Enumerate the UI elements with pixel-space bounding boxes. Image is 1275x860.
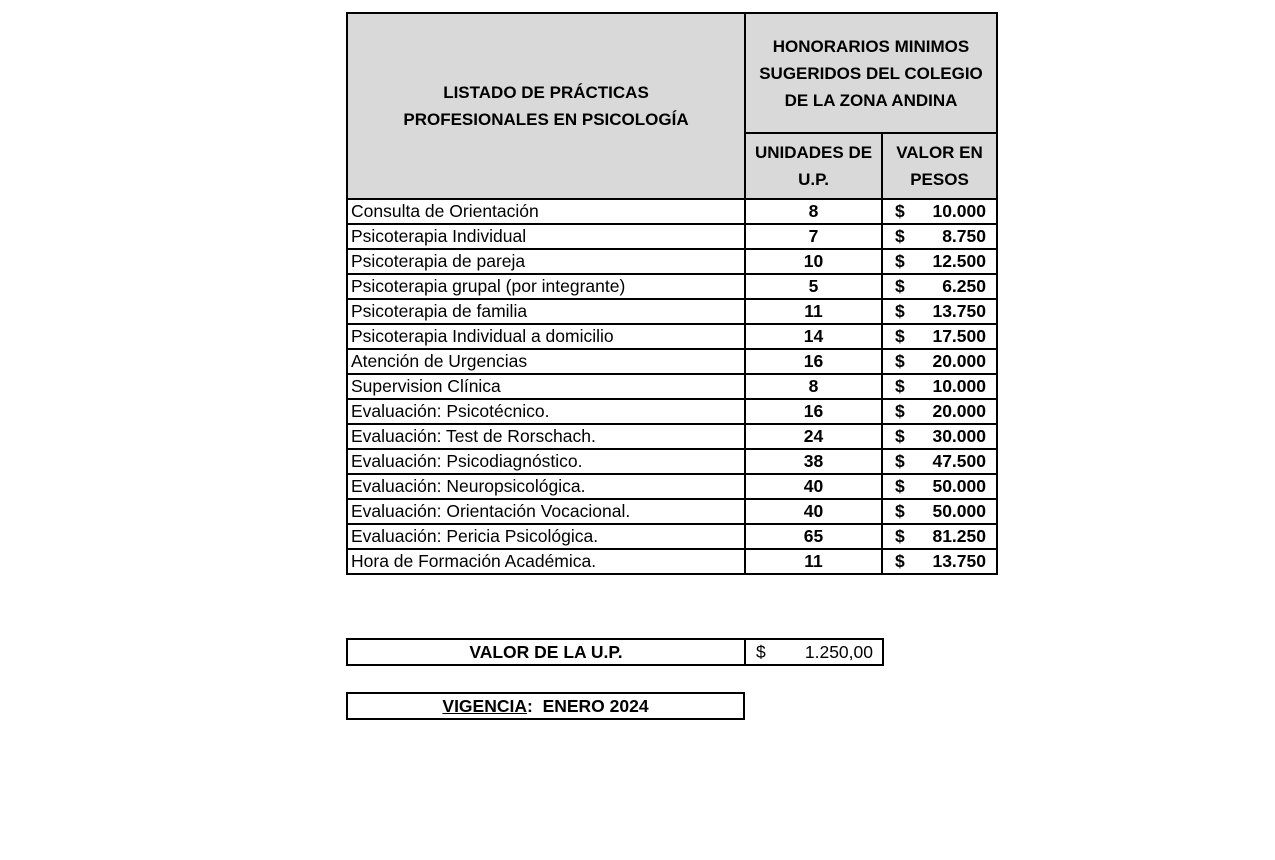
practices-header xyxy=(347,13,745,199)
value-cell xyxy=(882,249,997,274)
units-cell: 11 xyxy=(745,299,882,324)
units-cell: 24 xyxy=(745,424,882,449)
table-row xyxy=(347,274,997,299)
value-amount: 6.250 xyxy=(942,276,986,296)
value-cell xyxy=(882,524,997,549)
value-cell xyxy=(882,324,997,349)
practice-name: Hora de Formación Académica. xyxy=(347,549,745,574)
table-row xyxy=(347,524,997,549)
value-cell xyxy=(882,449,997,474)
table-row xyxy=(347,474,997,499)
currency-symbol: $ xyxy=(895,401,905,421)
value-cell xyxy=(882,424,997,449)
practice-name: Evaluación: Orientación Vocacional. xyxy=(347,499,745,524)
units-cell: 11 xyxy=(745,549,882,574)
practice-name: Evaluación: Psicodiagnóstico. xyxy=(347,449,745,474)
currency-symbol: $ xyxy=(895,326,905,346)
value-amount: 13.750 xyxy=(932,551,986,571)
table-row xyxy=(347,549,997,574)
units-cell: 65 xyxy=(745,524,882,549)
currency-symbol: $ xyxy=(895,276,905,296)
fees-header xyxy=(745,13,997,133)
value-header xyxy=(882,133,997,199)
fees-title-line1: HONORARIOS MINIMOS xyxy=(772,36,970,56)
units-header-line2: U.P. xyxy=(798,170,829,189)
value-amount: 13.750 xyxy=(932,301,986,321)
practice-name: Supervision Clínica xyxy=(347,374,745,399)
units-cell: 16 xyxy=(745,349,882,374)
units-cell: 40 xyxy=(745,474,882,499)
fees-title-line3: DE LA ZONA ANDINA xyxy=(784,90,958,110)
up-value-table xyxy=(346,638,884,666)
up-value-cell xyxy=(745,639,883,665)
practice-name: Atención de Urgencias xyxy=(347,349,745,374)
table-row xyxy=(347,449,997,474)
currency-symbol: $ xyxy=(895,351,905,371)
practice-name: Psicoterapia de pareja xyxy=(347,249,745,274)
value-header-line2: PESOS xyxy=(910,170,969,189)
value-amount: 12.500 xyxy=(932,251,986,271)
practice-name: Evaluación: Test de Rorschach. xyxy=(347,424,745,449)
currency-symbol: $ xyxy=(895,226,905,246)
table-row xyxy=(347,424,997,449)
units-cell: 14 xyxy=(745,324,882,349)
units-cell: 8 xyxy=(745,199,882,224)
currency-symbol: $ xyxy=(895,201,905,221)
practice-name: Evaluación: Neuropsicológica. xyxy=(347,474,745,499)
value-amount: 81.250 xyxy=(932,526,986,546)
table-row xyxy=(347,199,997,224)
currency-symbol: $ xyxy=(895,501,905,521)
currency-symbol: $ xyxy=(895,451,905,471)
units-header xyxy=(745,133,882,199)
table-row xyxy=(347,349,997,374)
value-cell xyxy=(882,224,997,249)
vigencia-cell xyxy=(347,693,744,719)
value-cell xyxy=(882,374,997,399)
value-cell xyxy=(882,274,997,299)
practice-name: Consulta de Orientación xyxy=(347,199,745,224)
practices-title-line2: PROFESIONALES EN PSICOLOGÍA xyxy=(403,110,689,129)
practice-name: Evaluación: Psicotécnico. xyxy=(347,399,745,424)
value-amount: 50.000 xyxy=(932,501,986,521)
table-row xyxy=(347,249,997,274)
units-cell: 38 xyxy=(745,449,882,474)
value-amount: 50.000 xyxy=(932,476,986,496)
value-amount: 20.000 xyxy=(932,401,986,421)
up-value-label: VALOR DE LA U.P. xyxy=(347,639,745,665)
vigencia-separator: : xyxy=(527,695,533,716)
vigencia-table xyxy=(346,692,745,720)
currency-symbol: $ xyxy=(895,476,905,496)
units-cell: 8 xyxy=(745,374,882,399)
currency-symbol: $ xyxy=(895,376,905,396)
vigencia-value: ENERO 2024 xyxy=(542,695,649,716)
fees-title-line2: SUGERIDOS DEL COLEGIO xyxy=(759,63,983,83)
value-cell xyxy=(882,499,997,524)
table-row xyxy=(347,224,997,249)
currency-symbol: $ xyxy=(895,551,905,571)
fees-table-body xyxy=(347,199,997,574)
table-row xyxy=(347,374,997,399)
value-cell xyxy=(882,549,997,574)
value-cell xyxy=(882,299,997,324)
value-cell xyxy=(882,199,997,224)
table-row xyxy=(347,299,997,324)
table-row xyxy=(347,499,997,524)
practices-title-line1: LISTADO DE PRÁCTICAS xyxy=(443,83,649,102)
practice-name: Psicoterapia de familia xyxy=(347,299,745,324)
table-row xyxy=(347,399,997,424)
value-amount: 20.000 xyxy=(932,351,986,371)
practice-name: Evaluación: Pericia Psicológica. xyxy=(347,524,745,549)
currency-symbol: $ xyxy=(895,251,905,271)
value-header-line1: VALOR EN xyxy=(896,143,983,162)
table-row xyxy=(347,324,997,349)
value-cell xyxy=(882,474,997,499)
units-cell: 10 xyxy=(745,249,882,274)
units-cell: 40 xyxy=(745,499,882,524)
units-cell: 5 xyxy=(745,274,882,299)
value-amount: 10.000 xyxy=(932,201,986,221)
units-header-line1: UNIDADES DE xyxy=(754,143,873,162)
value-cell xyxy=(882,399,997,424)
value-amount: 17.500 xyxy=(932,326,986,346)
currency-symbol: $ xyxy=(756,641,766,662)
units-cell: 16 xyxy=(745,399,882,424)
practice-name: Psicoterapia Individual xyxy=(347,224,745,249)
fees-table xyxy=(346,12,998,575)
value-amount: 8.750 xyxy=(942,226,986,246)
units-cell: 7 xyxy=(745,224,882,249)
practice-name: Psicoterapia grupal (por integrante) xyxy=(347,274,745,299)
value-amount: 47.500 xyxy=(932,451,986,471)
up-value-amount: 1.250,00 xyxy=(804,641,873,662)
vigencia-label: VIGENCIA xyxy=(442,695,527,716)
currency-symbol: $ xyxy=(895,301,905,321)
practice-name: Psicoterapia Individual a domicilio xyxy=(347,324,745,349)
currency-symbol: $ xyxy=(895,526,905,546)
value-amount: 10.000 xyxy=(932,376,986,396)
currency-symbol: $ xyxy=(895,426,905,446)
value-amount: 30.000 xyxy=(932,426,986,446)
value-cell xyxy=(882,349,997,374)
